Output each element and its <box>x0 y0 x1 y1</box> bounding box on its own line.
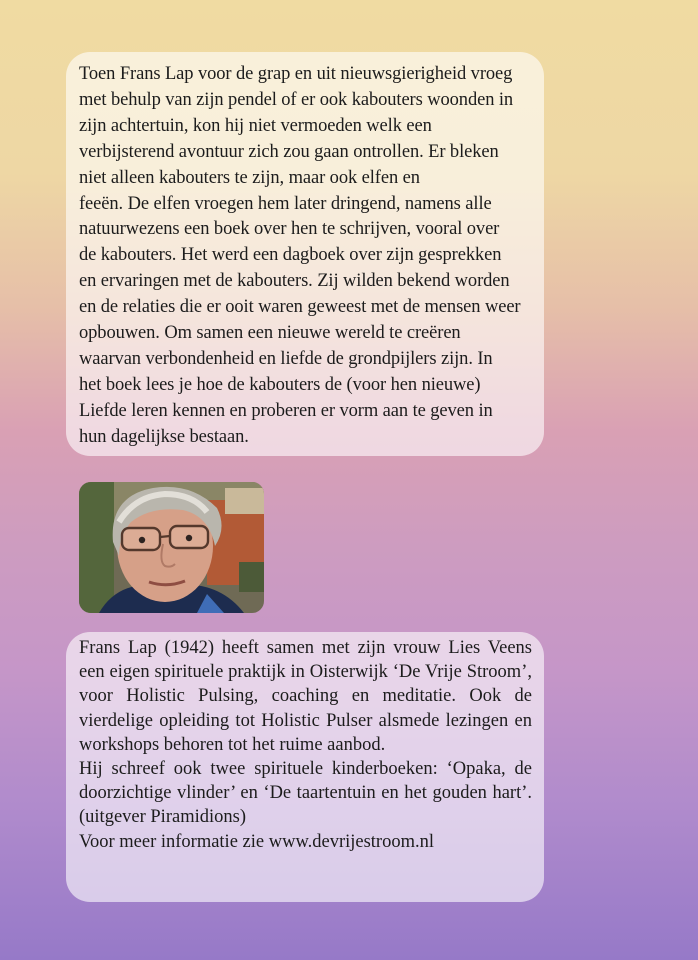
story-line: en ervaringen met de kabouters. Zij wilden bekend worden <box>79 271 510 292</box>
story-line: natuurwezens een boek over hen te schrijven, vooral over <box>79 219 500 240</box>
story-line: opbouwen. Om samen een nieuwe wereld te creëren <box>79 323 461 344</box>
story-line: hun dagelijkse bestaan. <box>79 426 249 447</box>
bio-paragraph: Frans Lap (1942) heeft samen met zijn vrouw Lies Veens een eigen spirituele praktijk in Oisterwijk ‘De Vrije Stroom’, voor Holistic Pulsing, coaching en meditatie. Ook de vierdelige opleiding tot Holistic Pulser alsmede lezingen en workshops behoren tot het ruime aanbod. <box>79 638 532 755</box>
bio-contact: Voor meer informatie zie www.devrijestroom.nl <box>79 831 434 852</box>
story-line: de kabouters. Het werd een dagboek over zijn gesprekken <box>79 245 502 266</box>
story-line: en de relaties die er ooit waren geweest met de mensen weer <box>79 297 521 318</box>
story-line: Toen Frans Lap voor de grap en uit nieuwsgierigheid vroeg <box>79 64 513 84</box>
story-line: met behulp van zijn pendel of er ook kabouters woonden in <box>79 89 514 110</box>
author-photo <box>79 482 264 613</box>
story-panel <box>66 52 544 456</box>
story-line: feeën. De elfen vroegen hem later dringend, namens alle <box>79 193 492 214</box>
story-line: waarvan verbondenheid en liefde de grondpijlers zijn. In <box>79 348 493 369</box>
bio-panel <box>66 632 544 902</box>
story-line: niet alleen kabouters te zijn, maar ook elfen en <box>79 167 420 188</box>
bio-text <box>79 636 532 854</box>
bio-paragraph: Hij schreef ook twee spirituele kinderboeken: ‘Opaka, de doorzichtige vlinder’ en ‘De taartentuin en het gouden hart’. (uitgever Piramidions) <box>79 759 532 828</box>
story-line: het boek lees je hoe de kabouters de (voor hen nieuwe) <box>79 374 481 395</box>
story-text <box>79 62 534 451</box>
story-line: verbijsterend avontuur zich zou gaan ontrollen. Er bleken <box>79 141 499 162</box>
story-line: Liefde leren kennen en proberen er vorm aan te geven in <box>79 400 493 421</box>
story-line: zijn achtertuin, kon hij niet vermoeden welk een <box>79 115 432 136</box>
